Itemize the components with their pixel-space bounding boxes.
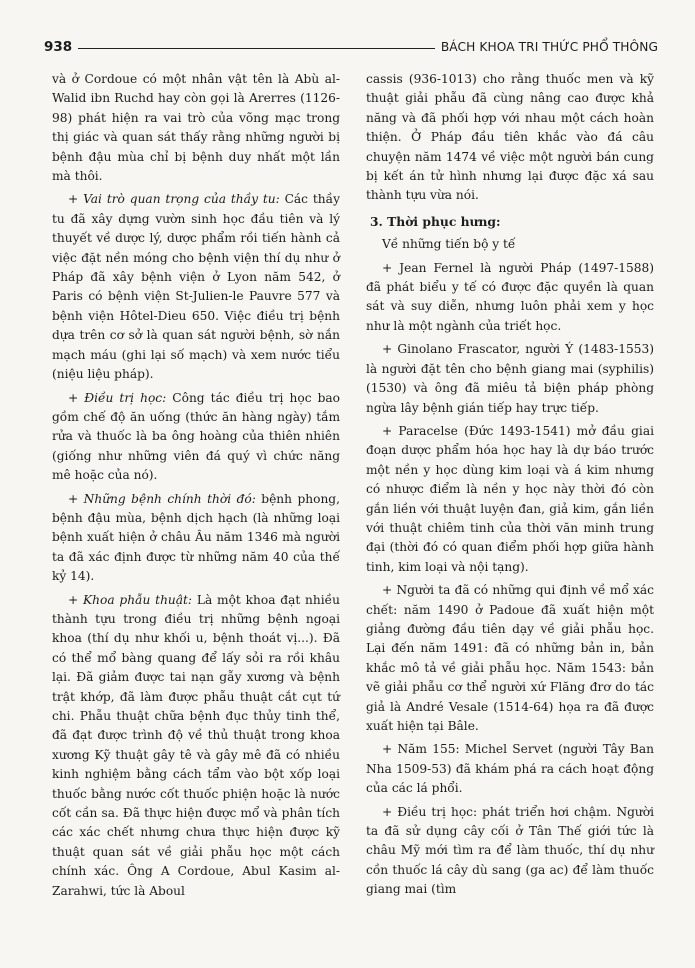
right-paragraph-2: Về những tiến bộ y tế bbox=[382, 237, 516, 252]
running-title: BÁCH KHOA TRI THỨC PHỔ THÔNG bbox=[440, 40, 658, 54]
right-paragraph-3: + Jean Fernel là người Pháp (1497-1588) đã phát biểu y tế có được đặc quyền là quan sát và suy diễn, nhưng luôn phải xem y học như là một ngành của triết học. bbox=[366, 260, 654, 333]
left-paragraph-4 bbox=[52, 490, 340, 587]
left-column bbox=[52, 70, 340, 901]
page-header bbox=[44, 36, 658, 58]
left-paragraph-5-body: Là một khoa đạt nhiều thành tựu trong điều trị những bệnh ngoại khoa (thí dụ như khối u, bệnh thoát vị...). Đã có thể mổ bàng quang để lấy sỏi ra rồi khâu lại. Đã giảm được tai nạn gẫy xương và bệnh trật khớp, đã làm được phẫu thuật cắt cụt tứ chi. Phẫu thuật chữa bệnh đục thủy tinh thể, đã đạt được trình độ về thủ thuật trong khoa xương Kỹ thuật gây tê và gây mê đã có nhiều kinh nghiệm bằng cách tẩm vào bột xốp loại thuốc bằng nước cốt thuốc phiện hoặc là nước cốt cần sa. Đã thực hiện được mổ và phân tích các xác chết nhưng chưa thực hiện được kỹ thuật quan sát về giải phẫu học một cách chính xác. Ông A Cordoue, Abul Kasim al-Zarahwi, tức là Aboul bbox=[52, 592, 340, 898]
right-paragraph-1: cassis (936-1013) cho rằng thuốc men và kỹ thuật giải phẫu đã cùng nâng cao được khả năng và đã phối hợp với nhau một cách hoàn thiện. Ở Pháp đầu tiên khắc vào đá câu chuyện năm 1474 về việc một người bán cung bị kết án tử hình nhưng lại được đặc xá sau thành tựu vừa nói. bbox=[366, 72, 654, 203]
subheading-role-of-monks: + Vai trò quan trọng của thầy tu: bbox=[68, 192, 280, 207]
left-paragraph-2-body: Các thầy tu đã xây dựng vườn sinh học đầu tiên và lý thuyết về dược lý, dược phẩm rồi tiến hành cả việc đặt nền móng cho bệnh viện thí dụ như ở Pháp đã xây bệnh viện ở Lyon năm 542, ở Paris có bệnh viện St-Julien-le Pauvre 577 và bệnh viện Hôtel-Dieu 650. Việc điều trị bệnh dựa trên cơ sở là quan sát người bệnh, sờ nắn mạch máu (ghi lại số mạch) và xem nước tiểu (niệu liệu pháp). bbox=[52, 192, 340, 382]
section-title: 3. Thời phục hưng: bbox=[370, 213, 501, 229]
right-paragraph-8: + Điều trị học: phát triển hơi chậm. Người ta đã sử dụng cây cối ở Tân Thế giới tức là châu Mỹ mới tìm ra để làm thuốc, thí dụ như cồn thuốc lá cây dù sang (ga ac) để làm thuốc giang mai (tìm bbox=[366, 804, 654, 897]
subheading-surgery: + Khoa phẫu thuật: bbox=[68, 592, 193, 607]
left-paragraph-3-body: Công tác điều trị học bao gồm chế độ ăn uống (thức ăn hàng ngày) tắm rửa và thuốc là ba ông hoàng của thiên nhiên (giống như những viên đá quý vì chức năng mê hoặc của nó). bbox=[52, 390, 341, 483]
right-paragraph-5: + Paracelse (Đức 1493-1541) mở đầu giai đoạn dược phẩm hóa học hay là dự báo trước một nền y học dùng kim loại và á kim nhưng có nhược điểm là nền y học này thời đó còn gắn liền với thuật luyện đan, giả kim, gắn liền với thuật chiêm tinh của thời văn minh trung đại (thời đó có quan điểm phối hợp giữa hành tinh, kim loại và nội tạng). bbox=[366, 423, 654, 574]
right-paragraph-6: + Người ta đã có những qui định về mổ xác chết: năm 1490 ở Padoue đã xuất hiện một giảng đường đầu tiên dạy về giải phẫu học. Lại đến năm 1491: đã có những bản in, bản khắc mô tả về giải phẫu học. Năm 1543: bản vẽ giải phẫu cơ thể người xứ Flăng đrơ do tác giả là André Vesale (1514-64) họa ra đã được xuất hiện tại Bâle. bbox=[366, 583, 654, 733]
left-paragraph-3 bbox=[52, 389, 340, 486]
left-paragraph-1: và ở Cordoue có một nhân vật tên là Abù al-Walid ibn Ruchd hay còn gọi là Arerres (1126-98) phát hiện ra vai trò của võng mạc trong thị giác và quan sát thấy rằng những người bị bệnh đậu mùa chỉ bị bệnh duy nhất một lần mà thôi. bbox=[52, 72, 340, 184]
left-paragraph-4-body: bệnh phong, bệnh đậu mùa, bệnh dịch hạch (là những loại bệnh xuất hiện ở châu Âu năm 1346 mà người ta đã xác định được từ những năm 40 của thế kỷ 14). bbox=[52, 491, 340, 584]
header-rule bbox=[78, 48, 435, 49]
left-paragraph-5 bbox=[52, 591, 340, 902]
page-number: 938 bbox=[44, 39, 73, 55]
subheading-main-diseases: + Những bệnh chính thời đó: bbox=[68, 491, 256, 506]
right-column bbox=[366, 70, 654, 900]
right-paragraph-4: + Ginolano Frascator, người Ý (1483-1553) là người đặt tên cho bệnh giang mai (syphilis) (1530) và ông đã miêu tả biện pháp phòng ngừa lây bệnh gián tiếp hay trực tiếp. bbox=[366, 342, 654, 415]
left-paragraph-2 bbox=[52, 190, 340, 384]
right-paragraph-7: + Năm 155: Michel Servet (người Tây Ban Nha 1509-53) đã khám phá ra cách hoạt động của các lá phổi. bbox=[366, 742, 654, 796]
subheading-therapeutics: + Điều trị học: bbox=[68, 390, 167, 405]
